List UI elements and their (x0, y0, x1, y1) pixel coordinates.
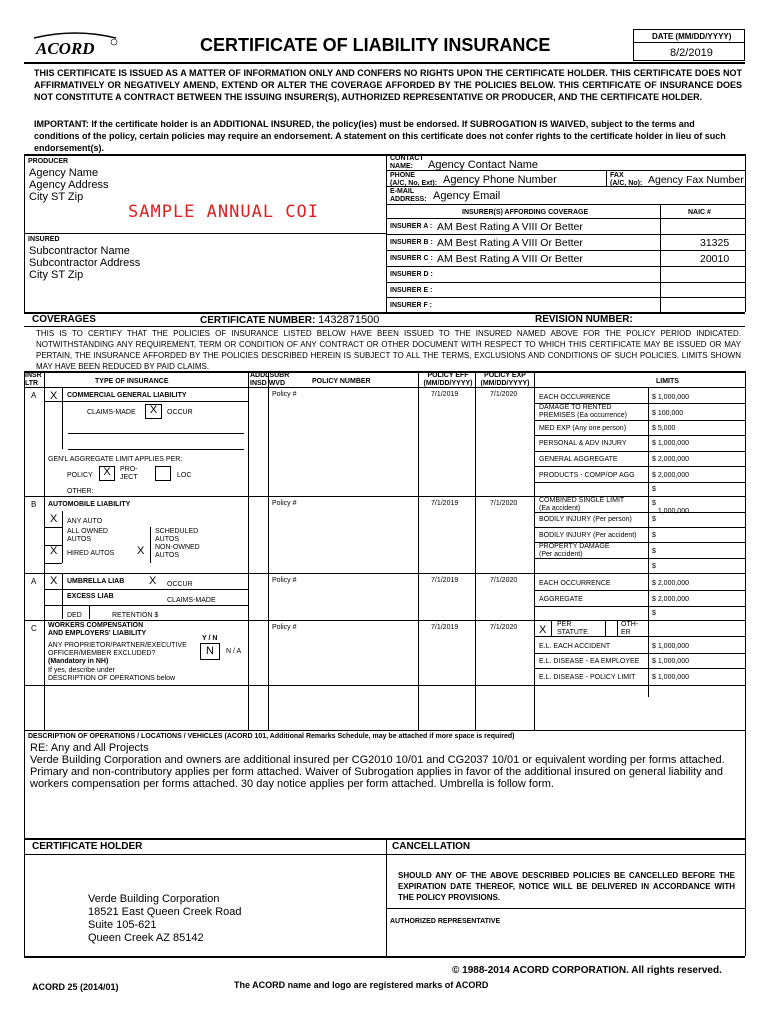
email-value: Agency Email (433, 190, 501, 202)
wc-yn: Y / N (202, 635, 218, 642)
gl-limit-label: MED EXP (Any one person) (539, 425, 627, 432)
insured-address: Subcontractor Address (29, 257, 141, 269)
gl-title: COMMERCIAL GENERAL LIABILITY (67, 392, 187, 399)
holder-name: Verde Building Corporation (88, 893, 220, 905)
col-policy-eff: POLICY EFF (MM/DD/YYYY) (423, 372, 473, 387)
certificate-holder-label: CERTIFICATE HOLDER (32, 841, 143, 852)
gl-aggregate-label: GEN'L AGGREGATE LIMIT APPLIES PER: (48, 456, 183, 463)
document-title: CERTIFICATE OF LIABILITY INSURANCE (200, 35, 551, 55)
certificate-notice: THIS CERTIFICATE IS ISSUED AS A MATTER OF INFORMATION ONLY AND CONFERS NO RIGHTS UPON THE CERTIFICATE HOLDER. THIS CERTIFICATE DOES NOT AFFIRMATIVELY OR NEGATIVELY AMEND, EXTEND OR ALTER THE COVERAGE AFFORDED BY THE POLICIES BELOW. THIS CERTIFICATE OF INSURANCE DOES NOT CONSTITUTE A CONTRACT BETWEEN THE ISSUING INSURER(S), AUTHORIZED REPRESENTATIVE OR PRODUCER, AND THE CERTIFICATE HOLDER. (34, 68, 742, 102)
producer-address: Agency Address (29, 179, 109, 191)
certificate-number: 1432871500 (318, 314, 380, 326)
gl-limit-label: DAMAGE TO RENTED PREMISES (Ea occurrence) (539, 404, 627, 419)
umbrella-ded: DED (67, 612, 82, 619)
copyright: © 1988-2014 ACORD CORPORATION. All rights reserved. (452, 965, 722, 976)
wc-statute-mark: X (539, 624, 547, 636)
cancellation-label: CANCELLATION (392, 841, 471, 852)
wc-limit-label: E.L. EACH ACCIDENT (539, 643, 611, 650)
wc-title: WORKERS COMPENSATION AND EMPLOYERS' LIABILITY (48, 622, 147, 637)
wc-limit-value: $ 1,000,000 (652, 643, 689, 650)
producer-city: City ST Zip (29, 191, 84, 203)
umbrella-limit-label: EACH OCCURRENCE (539, 580, 611, 587)
wc-insurer-letter: C (31, 624, 37, 633)
gl-limit-value: $ (652, 486, 656, 493)
auto-title: AUTOMOBILE LIABILITY (48, 501, 131, 508)
insurer-naic: 31325 (700, 237, 730, 249)
auto-limit-value: $ (652, 516, 656, 523)
insurer-label: INSURER D : (390, 271, 433, 278)
coverages-label: COVERAGES (32, 314, 96, 325)
auto-hired-mark: X (50, 545, 58, 557)
insured-name: Subcontractor Name (29, 245, 130, 257)
cancellation-text: SHOULD ANY OF THE ABOVE DESCRIBED POLICIES BE CANCELLED BEFORE THE EXPIRATION DATE THEREOF, NOTICE WILL BE DELIVERED IN ACCORDANCE WITH THE POLICY PROVISIONS. (398, 871, 735, 902)
auto-limit-label: BODILY INJURY (Per person) (539, 516, 632, 523)
insurer-label: INSURER E : (390, 287, 433, 294)
coverages-statement: THIS IS TO CERTIFY THAT THE POLICIES OF INSURANCE LISTED BELOW HAVE BEEN ISSUED TO THE INSURED NAMED ABOVE FOR THE POLICY PERIOD INDICATED. NOTWITHSTANDING ANY REQUIREMENT, TERM OR CONDITION OF ANY CONTRACT OR OTHER DOCUMENT WITH RESPECT TO WHICH THIS CERTIFICATE MAY BE ISSUED OR MAY PERTAIN, THE INSURANCE AFFORDED BY THE POLICIES DESCRIBED HEREIN IS SUBJECT TO ALL THE TERMS, EXCLUSIONS AND CONDITIONS OF SUCH POLICIES. LIMITS SHOWN MAY HAVE BEEN REDUCED BY PAID CLAIMS. (36, 329, 741, 371)
umbrella-exp-date: 7/1/2020 (490, 577, 518, 584)
wc-question: ANY PROPRIETOR/PARTNER/EXECUTIVE OFFICER/MEMBER EXCLUDED? (48, 642, 187, 657)
gl-policy-number: Policy # (272, 391, 297, 398)
svg-text:ACORD: ACORD (36, 39, 95, 58)
gl-claims-made: CLAIMS-MADE (87, 409, 136, 416)
gl-occur-checkbox: X (145, 404, 162, 419)
umbrella-limit-label: AGGREGATE (539, 596, 583, 603)
gl-limit-value: $ 1,000,000 (652, 440, 689, 447)
gl-limit-label: GENERAL AGGREGATE (539, 456, 618, 463)
insurer-name: AM Best Rating A VIII Or Better (437, 221, 583, 233)
col-limits: LIMITS (656, 378, 679, 385)
fax-label: FAX (A/C, No): (610, 172, 643, 187)
naic-header: NAIC # (688, 209, 711, 216)
holder-address: 18521 East Queen Creek Road (88, 906, 242, 918)
umbrella-retention: RETENTION $ (112, 612, 159, 619)
gl-checkbox-mark: X (50, 390, 58, 402)
umbrella-eff-date: 7/1/2019 (431, 577, 459, 584)
auto-nonowned-mark: X (137, 545, 145, 557)
important-notice: IMPORTANT: If the certificate holder is an ADDITIONAL INSURED, the policy(ies) must be endorsed. If SUBROGATION IS WAIVED, subject to the terms and conditions of the policy, certain policies may require an endorsement. A statement on this certificate does not confer rights to the certificate holder in lieu of such endorsement(s). (34, 119, 726, 153)
form-number: ACORD 25 (2014/01) (32, 982, 119, 992)
col-type: TYPE OF INSURANCE (95, 378, 169, 385)
insurer-name: AM Best Rating A VIII Or Better (437, 253, 583, 265)
umbrella-limit-value: $ (652, 610, 656, 617)
auto-scheduled: SCHEDULED AUTOS (155, 528, 199, 543)
wc-excluded-box: N (200, 643, 220, 660)
gl-limit-value: $ 1,000,000 (652, 394, 689, 401)
wc-describe: If yes, describe under DESCRIPTION OF OPERATIONS below (48, 667, 176, 682)
insurer-label: INSURER A : (390, 223, 433, 230)
wc-limit-value: $ 1,000,000 (652, 658, 689, 665)
phone-value: Agency Phone Number (443, 174, 557, 186)
umbrella-claims-made: CLAIMS-MADE (167, 597, 216, 604)
umbrella-policy-number: Policy # (272, 577, 297, 584)
auto-policy-number: Policy # (272, 500, 297, 507)
gl-policy: POLICY (67, 472, 93, 479)
auto-limit-label: BODILY INJURY (Per accident) (539, 532, 637, 539)
producer-name: Agency Name (29, 167, 99, 179)
insurer-name: AM Best Rating A VIII Or Better (437, 237, 583, 249)
auto-limit-value: $ (652, 548, 656, 555)
excess-liab: EXCESS LIAB (67, 593, 114, 600)
auto-limit-value: $ (652, 532, 656, 539)
gl-limit-label: PRODUCTS - COMP/OP AGG (539, 472, 635, 479)
umbrella-mark: X (50, 575, 58, 587)
insurer-label: INSURER C : (390, 255, 433, 262)
wc-policy-number: Policy # (272, 624, 297, 631)
description-body: Verde Building Corporation and owners are additional insured per CG2010 10/01 and CG2037 10/01 or equivalent wording per forms attached. Primary and non-contributory applies per form attached. Waiver of Subrogation applies in favor of the additional insured on general liability and workers compensation per forms attached. 30 day notice applies per form attached. Umbrella is follow form. (30, 754, 725, 790)
gl-loc: LOC (177, 472, 192, 479)
holder-city: Queen Creek AZ 85142 (88, 932, 204, 944)
insurer-naic: 20010 (700, 253, 730, 265)
gl-policy-checkbox: X (99, 466, 115, 481)
auto-any-auto: ANY AUTO (67, 518, 103, 525)
insurers-header: INSURER(S) AFFORDING COVERAGE (462, 209, 589, 216)
gl-limit-label: PERSONAL & ADV INJURY (539, 440, 627, 447)
wc-na: N / A (226, 648, 242, 655)
insured-city: City ST Zip (29, 269, 84, 281)
wc-per-statute: PER STATUTE (557, 621, 588, 636)
phone-label: PHONE (A/C, No, Ext): (390, 172, 438, 187)
umbrella-limit-value: $ 2,000,000 (652, 596, 689, 603)
certificate-number-label: CERTIFICATE NUMBER: 1432871500 (200, 314, 380, 326)
wc-exp-date: 7/1/2020 (490, 624, 518, 631)
auto-limit-label: COMBINED SINGLE LIMIT (Ea accident) (539, 497, 625, 512)
col-addl-subr: ADDLSUBR INSD WVD (250, 372, 290, 387)
umbrella-liab: UMBRELLA LIAB (67, 578, 125, 585)
auto-nonowned: NON-OWNED AUTOS (155, 544, 200, 559)
sample-stamp: SAMPLE ANNUAL COI (128, 202, 319, 222)
acord-logo-icon (30, 30, 120, 60)
gl-limit-value: $ 2,000,000 (652, 472, 689, 479)
wc-limit-label: E.L. DISEASE - POLICY LIMIT (539, 674, 636, 681)
contact-label: CONTACT NAME: (390, 155, 424, 170)
wc-other: OTH- ER (621, 621, 639, 636)
insurer-label: INSURER F : (390, 302, 432, 309)
auto-hired: HIRED AUTOS (67, 550, 115, 557)
authorized-representative: AUTHORIZED REPRESENTATIVE (390, 918, 501, 925)
auto-exp-date: 7/1/2020 (490, 500, 518, 507)
gl-other: OTHER: (67, 488, 94, 495)
gl-limit-value: $ 5,000 (652, 425, 676, 432)
col-policy-number: POLICY NUMBER (312, 378, 371, 385)
auto-all-owned: ALL OWNED AUTOS (67, 528, 108, 543)
date-label: DATE (MM/DD/YYYY) (652, 32, 732, 41)
gl-project: PRO- JECT (120, 466, 138, 481)
auto-insurer-letter: B (31, 500, 37, 509)
gl-limit-label: EACH OCCURRENCE (539, 394, 611, 401)
umbrella-occur: OCCUR (167, 581, 193, 588)
acord-logo (30, 30, 120, 60)
gl-eff-date: 7/1/2019 (431, 391, 459, 398)
insurer-label: INSURER B : (390, 239, 433, 246)
umbrella-occur-mark: X (149, 575, 157, 587)
umbrella-limit-value: $ 2,000,000 (652, 580, 689, 587)
wc-eff-date: 7/1/2019 (431, 624, 459, 631)
gl-limit-value: $ 100,000 (652, 410, 684, 417)
wc-mandatory: (Mandatory in NH) (48, 658, 109, 665)
umbrella-insurer-letter: A (31, 577, 37, 586)
registered-marks: The ACORD name and logo are registered marks of ACORD (234, 980, 489, 990)
revision-number-label: REVISION NUMBER: (535, 314, 633, 325)
gl-exp-date: 7/1/2020 (490, 391, 518, 398)
contact-name: Agency Contact Name (428, 159, 539, 171)
auto-limit-value: $ 1,000,000 (652, 500, 689, 515)
gl-insurer-letter: A (31, 391, 37, 400)
date-value: 8/2/2019 (670, 47, 713, 59)
auto-eff-date: 7/1/2019 (431, 500, 459, 507)
fax-value: Agency Fax Number (648, 174, 744, 186)
wc-limit-value: $ 1,000,000 (652, 674, 689, 681)
auto-any-auto-mark: X (50, 513, 58, 525)
gl-occur: OCCUR (167, 409, 193, 416)
gl-limit-value: $ 2,000,000 (652, 456, 689, 463)
auto-limit-label: PROPERTY DAMAGE (Per accident) (539, 543, 610, 558)
producer-label: PRODUCER (28, 158, 69, 165)
wc-limit-label: E.L. DISEASE - EA EMPLOYEE (539, 658, 640, 665)
gl-loc-checkbox (155, 466, 171, 481)
col-policy-exp: POLICY EXP (MM/DD/YYYY) (480, 372, 530, 387)
insured-label: INSURED (28, 236, 60, 243)
col-insr-ltr: INSR LTR (25, 372, 42, 387)
description-label: DESCRIPTION OF OPERATIONS / LOCATIONS / VEHICLES (ACORD 101, Additional Remarks Schedule, may be attached if more space is required) (28, 733, 515, 740)
auto-limit-value: $ (652, 563, 656, 570)
description-re: RE: Any and All Projects (30, 742, 149, 754)
holder-suite: Suite 105-621 (88, 919, 157, 931)
email-label: E-MAIL ADDRESS: (390, 188, 427, 203)
